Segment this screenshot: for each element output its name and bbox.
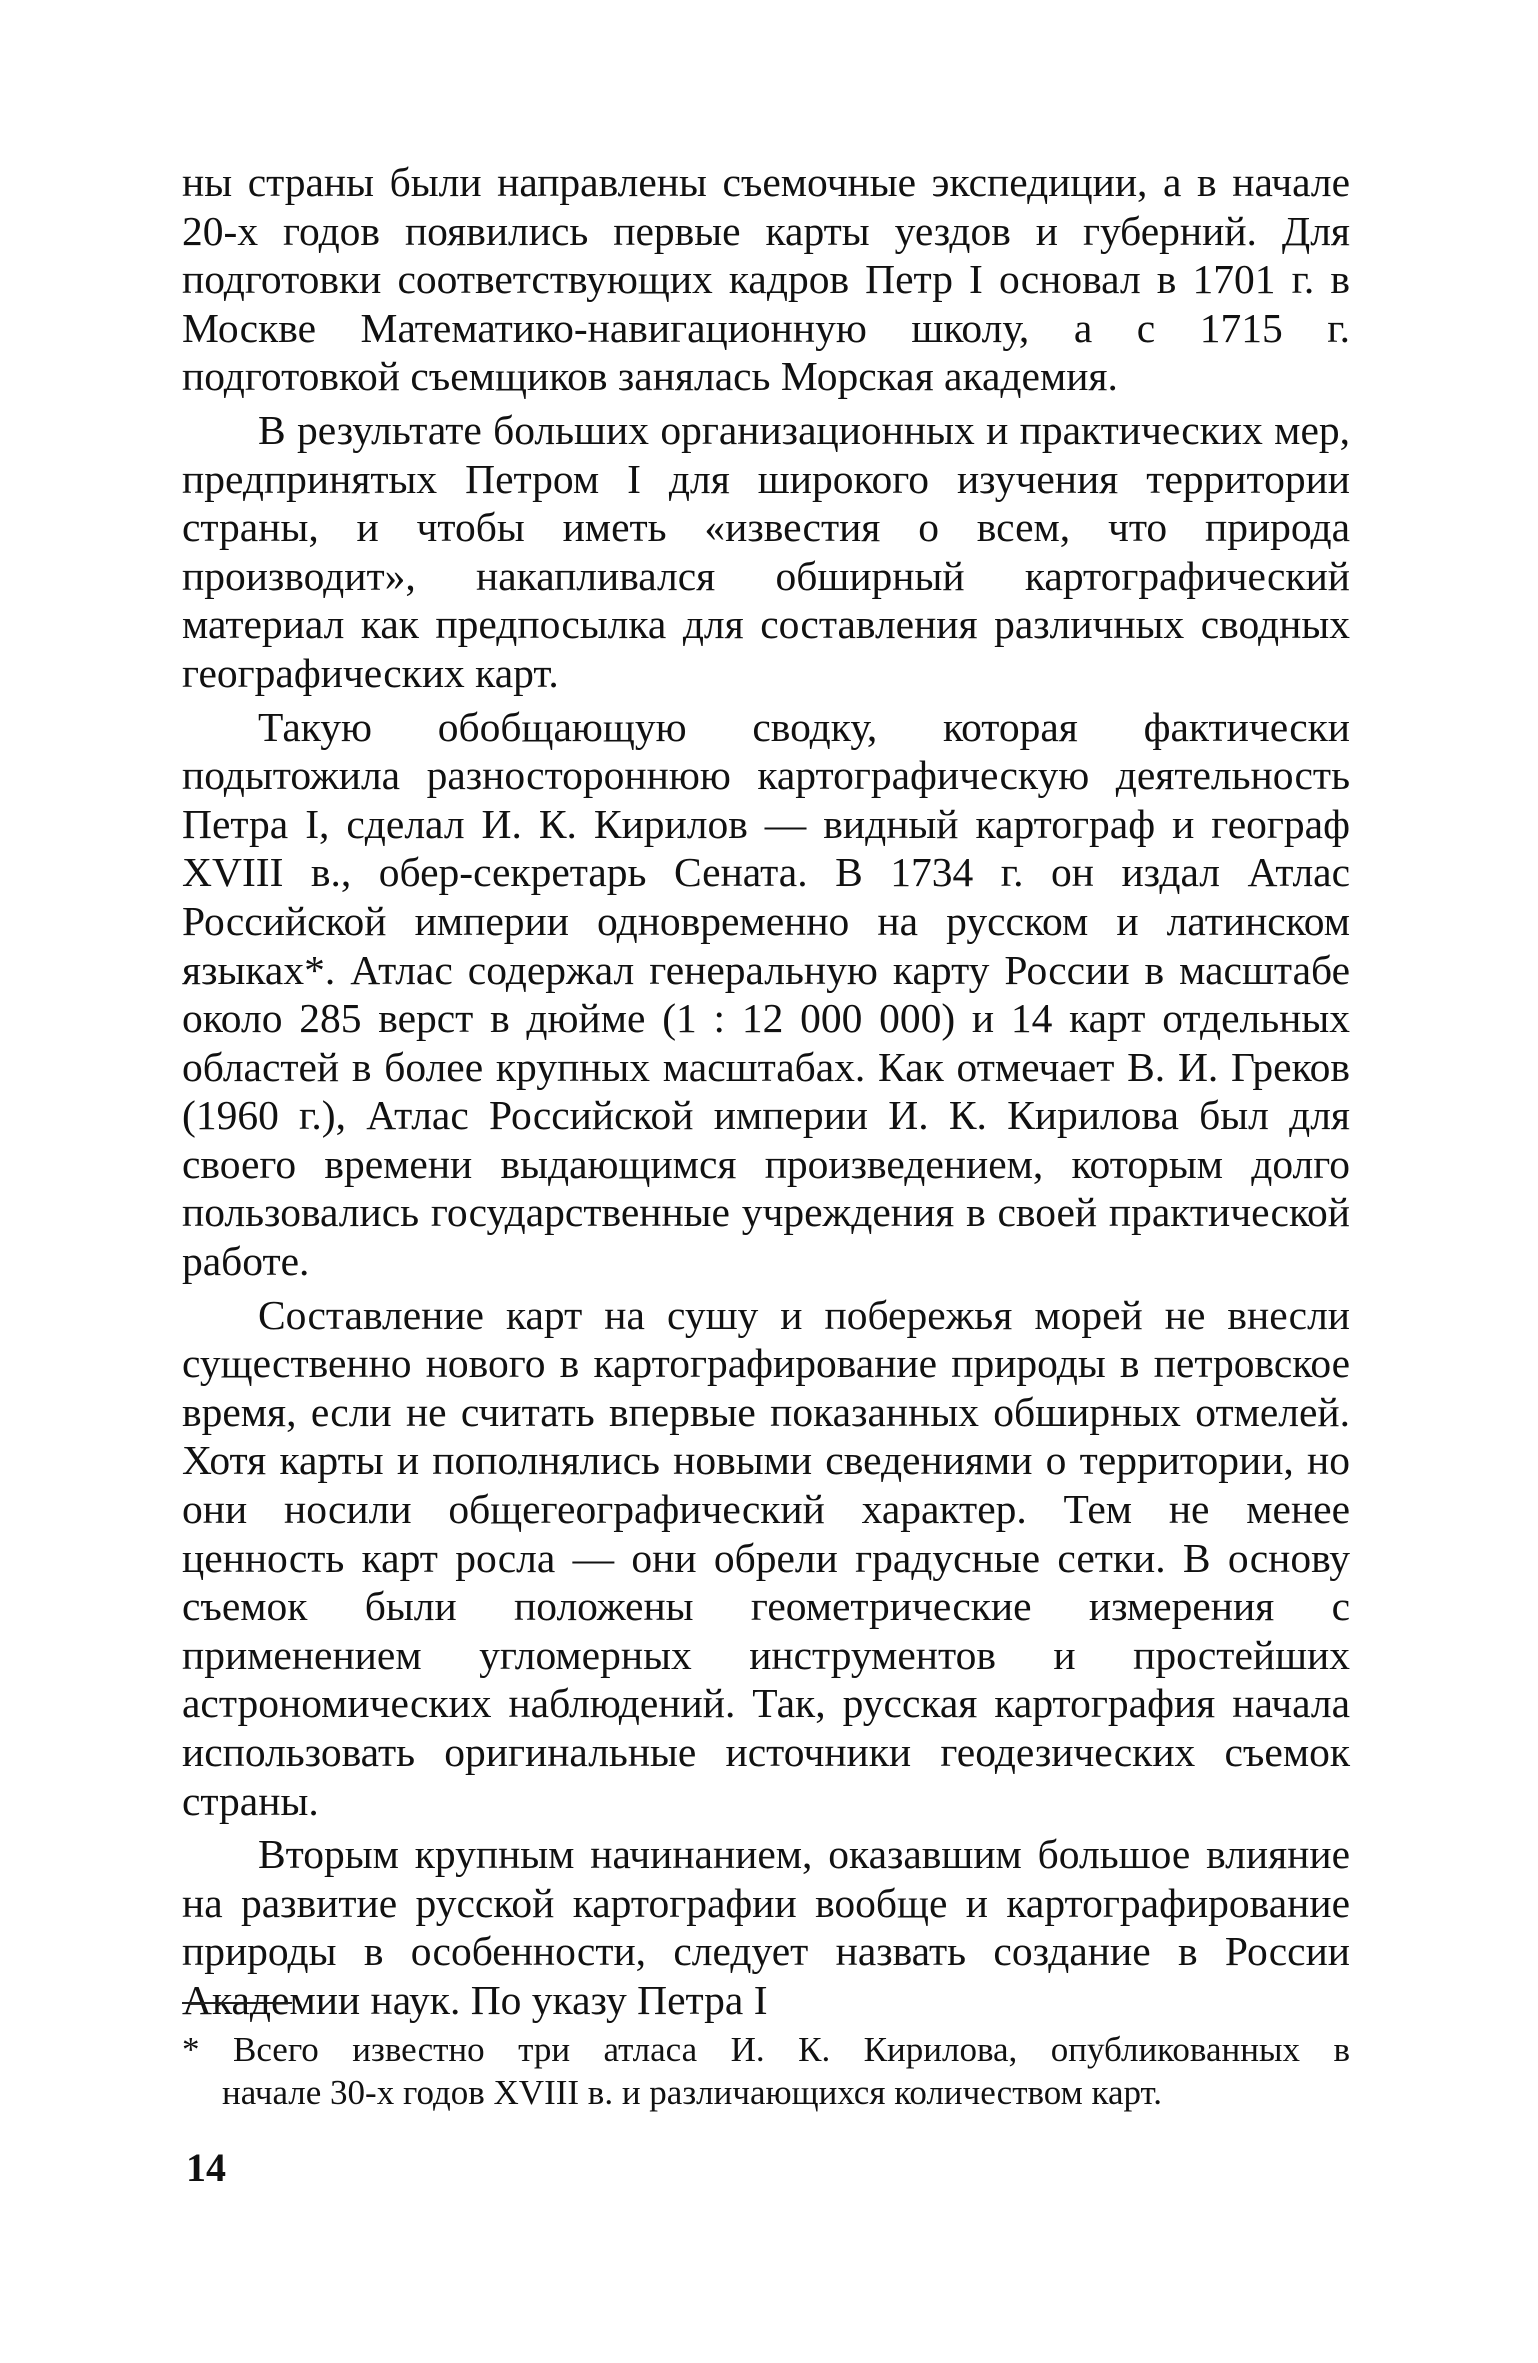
footnote-line-2: начале 30-х годов XVIII в. и различающихся количеством карт. [222,2073,1162,2112]
main-text [182,158,1350,2025]
page-number: 14 [186,2145,226,2190]
paragraph-1: ны страны были направлены съемочные экспедиции, а в начале 20-х годов появились первые карты уездов и губерний. Для подготовки соответствующих кадров Петр I основал в 1701 г. в Москве Математико-навигационную школу, а с 1715 г. подготовкой съемщиков занялась Морская академия. [182,159,1350,400]
paragraph-3: Такую обобщающую сводку, которая фактически подытожила разностороннюю картографическую деятельность Петра I, сделал И. К. Кирилов — видный картограф и географ XVIII в., обер-секретарь Сената. В 1734 г. он издал Атлас Российской империи одновременно на русском и латинском языках*. Атлас содержал генеральную карту России в масштабе около 285 верст в дюйме (1 : 12 000 000) и 14 карт отдельных областей в более крупных масштабах. Как отмечает В. И. Греков (1960 г.), Атлас Российской империи И. К. Кирилова был для своего времени выдающимся произведением, которым долго пользовались государственные учреждения в своей практической работе. [182,703,1350,1285]
paragraph-2: В результате больших организационных и практических мер, предпринятых Петром I для широкого изучения территории страны, и чтобы иметь «известия о всем, что природа производит», накапливался обширный картографический материал как предпосылка для составления различных сводных географических карт. [182,406,1350,696]
paragraph-5: Вторым крупным начинанием, оказавшим большое влияние на развитие русской картографии вообще и картографирование природы в особенности, следует назвать создание в России Академии наук. По указу Петра I [182,1831,1350,2023]
footnote-divider [182,2002,292,2004]
paragraph-4: Составление карт на сушу и побережья морей не внесли существенно нового в картографирование природы в петровское время, если не считать впервые показанных обширных отмелей. Хотя карты и пополнялись новыми сведениями о территории, но они носили общегеографический характер. Тем не менее ценность карт росла — они обрели градусные сетки. В основу съемок были положены геометрические измерения с применением угломерных инструментов и простейших астрономических наблюдений. Так, русская картография начала использовать оригинальные источники геодезических съемок страны. [182,1291,1350,1824]
footnote [182,2028,1350,2114]
footnote-line-1: * Всего известно три атласа И. К. Кирилова, опубликованных в [182,2030,1350,2069]
